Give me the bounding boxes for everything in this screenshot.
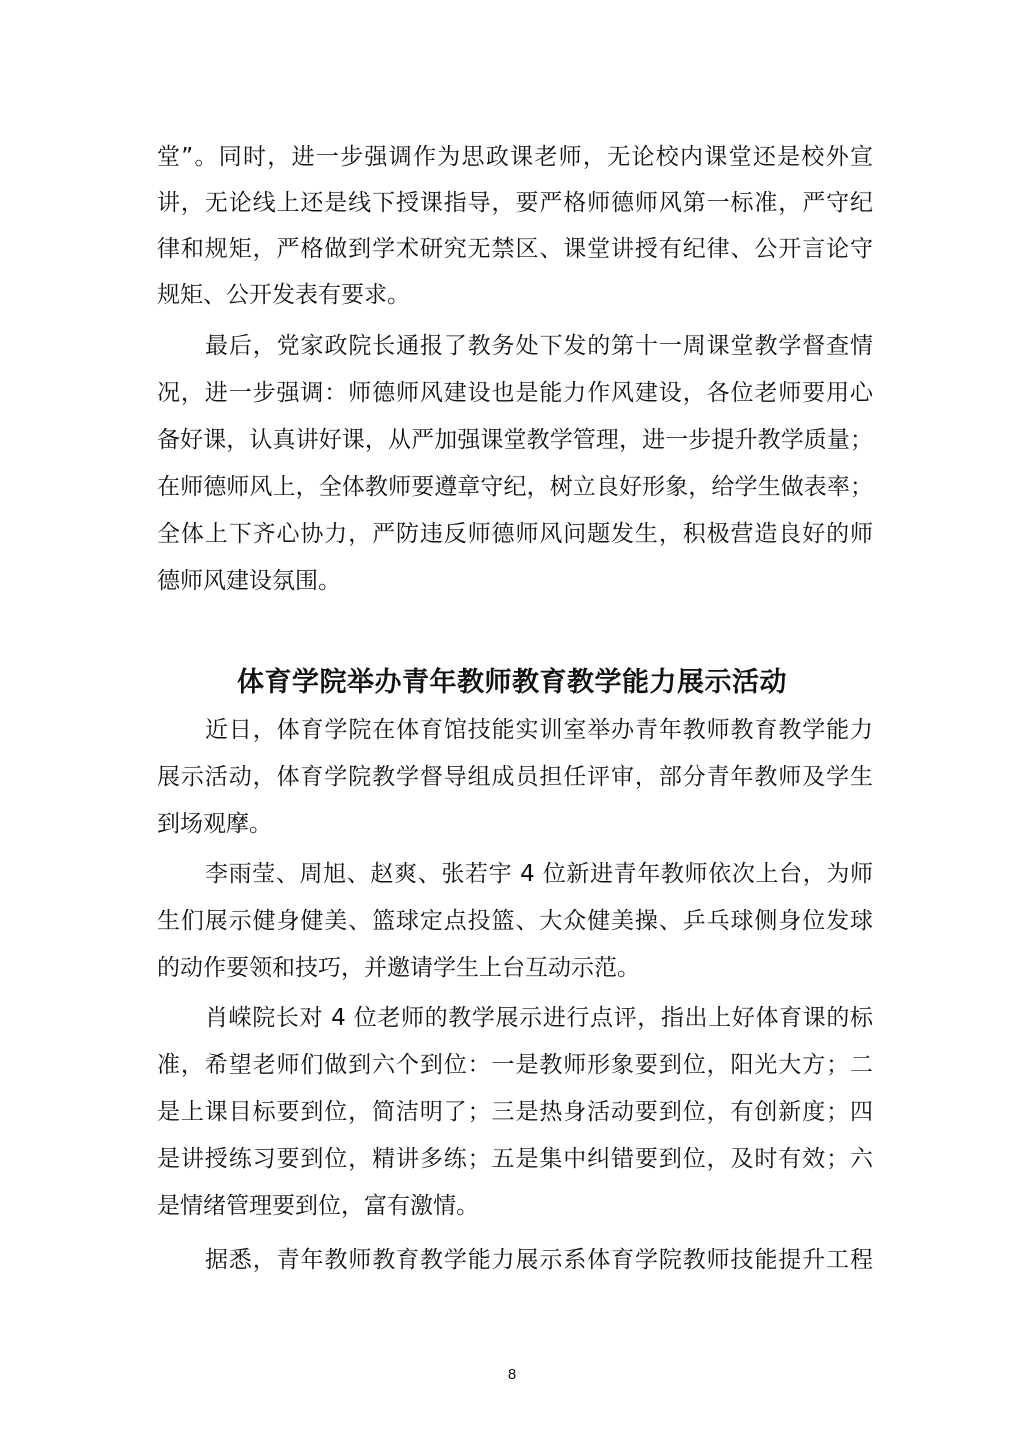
text-line: 展示活动，体育学院教学督导组成员担任评审，部分青年教师及学生	[157, 764, 873, 790]
text-line: 李雨莹、周旭、赵爽、张若宇 4 位新进青年教师依次上台，为师	[205, 861, 873, 887]
text-line: 是讲授练习要到位，精讲多练；五是集中纠错要到位，及时有效；六	[157, 1146, 873, 1172]
text-line: 在师德师风上，全体教师要遵章守纪，树立良好形象，给学生做表率；	[157, 474, 873, 500]
text-line: 备好课，认真讲好课，从严加强课堂教学管理，进一步提升教学质量；	[157, 427, 873, 453]
text-line: 德师风建设氛围。	[157, 568, 341, 594]
text-line: 规矩、公开发表有要求。	[157, 282, 410, 308]
text-line: 近日，体育学院在体育馆技能实训室举办青年教师教育教学能力	[205, 717, 873, 743]
text-line: 准，希望老师们做到六个到位：一是教师形象要到位，阳光大方；二	[157, 1052, 873, 1078]
text-line: 是情绪管理要到位，富有激情。	[157, 1193, 479, 1219]
text-line: 讲，无论线上还是线下授课指导，要严格师德师风第一标准，严守纪	[157, 190, 873, 216]
page-number: 8	[507, 1366, 517, 1383]
text-line: 到场观摩。	[157, 811, 272, 837]
text-line: 最后，党家政院长通报了教务处下发的第十一周课堂教学督查情	[205, 333, 873, 359]
text-line: 全体上下齐心协力，严防违反师德师风问题发生，积极营造良好的师	[157, 521, 873, 547]
text-line: 是上课目标要到位，简洁明了；三是热身活动要到位，有创新度；四	[157, 1099, 873, 1125]
text-line: 堂”。同时，进一步强调作为思政课老师，无论校内课堂还是校外宣	[157, 144, 873, 170]
text-line: 律和规矩，严格做到学术研究无禁区、课堂讲授有纪律、公开言论守	[157, 236, 873, 262]
text-line: 生们展示健身健美、篮球定点投篮、大众健美操、乒乓球侧身位发球	[157, 908, 873, 934]
text-line: 况，进一步强调：师德师风建设也是能力作风建设，各位老师要用心	[157, 380, 873, 406]
text-line: 的动作要领和技巧，并邀请学生上台互动示范。	[157, 955, 640, 981]
text-line: 据悉，青年教师教育教学能力展示系体育学院教师技能提升工程	[205, 1247, 873, 1273]
article-heading: 体育学院举办青年教师教育教学能力展示活动	[237, 667, 787, 698]
text-line: 肖嵘院长对 4 位老师的教学展示进行点评，指出上好体育课的标	[205, 1005, 873, 1031]
